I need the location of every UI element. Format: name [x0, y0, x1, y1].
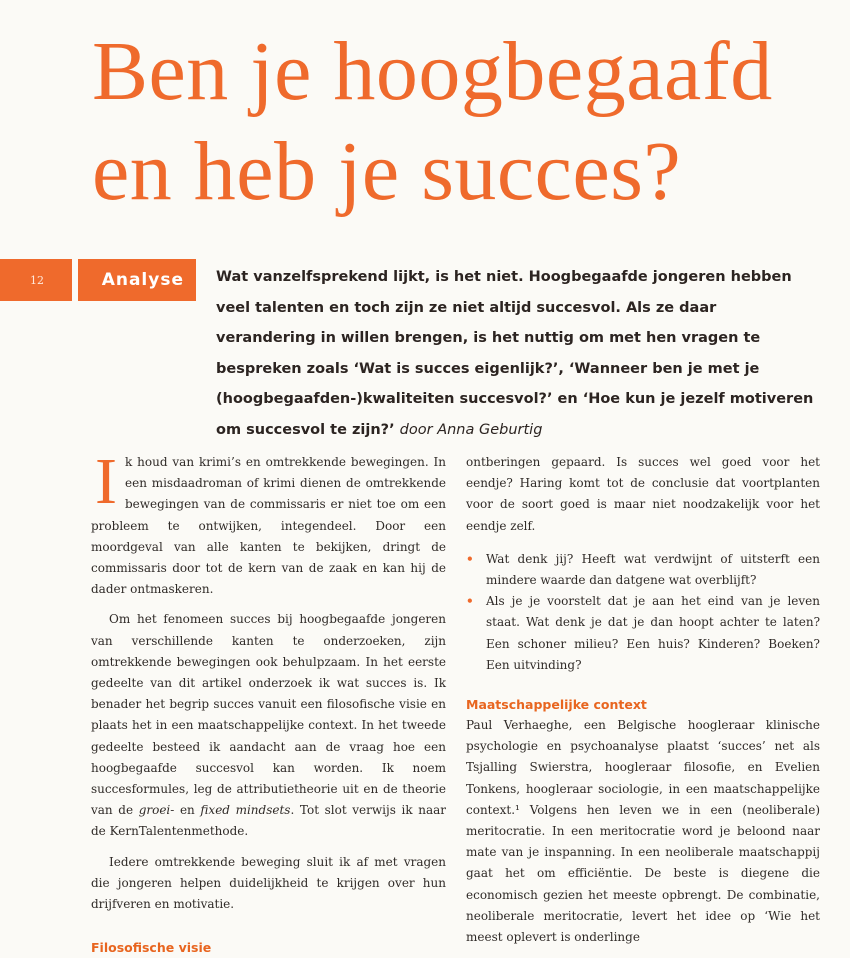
paragraph-2-text: Om het fenomeen succes bij hoogbegaafde jongeren van verschillende kanten te onderzoeken, zijn omtrekkende bewegingen ook behulpzaam. In het eerste gedeelte van dit artikel onderzoek ik wat succes is. Ik benader het begrip succes vanuit een filosofische visie en plaats het in een maatschappelijke context. In het tweede gedeelte besteed ik aandacht aan de vraag hoe een hoogbegaafde succesvol kan worden. Ik noem succesformules, leg de attributietheorie uit en de theorie van de [91, 612, 446, 818]
question-list [466, 549, 820, 676]
list-item [466, 591, 820, 676]
paragraph-right-1: ontberingen gepaard. Is succes wel goed voor het eendje? Haring komt tot de conclusie dat voortplanten voor de soort goed is maar niet noodzakelijk voor het eendje zelf. [466, 455, 820, 533]
bullet-icon: • [466, 594, 474, 609]
paragraph-right-2: Paul Verhaeghe, een Belgische hoogleraar klinische psychologie en psychoanalyse plaatst ‘succes’ net als Tsjalling Swierstra, hoogleraar filosofie, en Evelien Tonkens, hoogleraar sociologie, in een maatschappelijke context.¹ Volgens hen leven we in een (neoliberale) meritocratie. In een meritocratie word je beloond naar mate van je inspanning. In een neoliberale maatschappij gaat het om efficiëntie. De beste is diegene die economisch gezien het meeste opbrengt. De combinatie, neoliberale meritocratie, levert het idee op ‘Wie het meest oplevert is onderlinge [466, 718, 820, 945]
paragraph-2 [91, 609, 446, 842]
title-line-1: Ben je hoogbegaafd [92, 25, 773, 118]
intro-lead [216, 262, 816, 445]
page-number: 12 [0, 259, 72, 301]
intro-text: Wat vanzelfsprekend lijkt, is het niet. Hoogbegaafde jongeren hebben veel talenten en toch zijn ze niet altijd succesvol. Als ze daar verandering in willen brengen, is het nuttig om met hen vragen te bespreken zoals ‘Wat is succes eigenlijk?’, ‘Wanneer ben je met je (hoogbegaafden-)kwaliteiten succesvol?’ en ‘Hoe kun je jezelf motiveren om succesvol te zijn?’ [216, 269, 814, 438]
paragraph-1 [91, 445, 446, 600]
article-title [92, 22, 832, 222]
title-line-2: en heb je succes? [92, 125, 682, 218]
list-item [466, 549, 820, 591]
left-column [91, 445, 446, 958]
list-item-text: Als je je voorstelt dat je aan het eind van je leven staat. Wat denk je dat je dan hoopt achter te laten? Een schoner milieu? Een huis? Kinderen? Boeken? Een uitvinding? [486, 594, 820, 672]
list-item-text: Wat denk jij? Heeft wat verdwijnt of uitsterft een mindere waarde dan datgene wat overblijft? [486, 551, 820, 588]
paragraph-3: Iedere omtrekkende beweging sluit ik af met vragen die jongeren helpen duidelijkheid te krijgen over hun drijfveren en motivatie. [91, 854, 446, 912]
section-label: Analyse [78, 259, 196, 301]
right-column [466, 452, 820, 957]
paragraph-2-conj: en [179, 803, 195, 818]
bullet-icon: • [466, 551, 474, 566]
subheading-maatschappelijke-context: Maatschappelijke context [466, 697, 647, 713]
subheading-filosofische-visie: Filosofische visie [91, 940, 212, 956]
paragraph-1-text: k houd van krimi’s en omtrekkende bewegingen. In een misdaadroman of krimi dienen de omtrekkende bewegingen van de commissaris er niet toe om een probleem te ontwijken, integendeel. Door een moordgeval van alle kanten te bekijken, dringt de commissaris door tot de kern van de zaak en kan hij de dader ontmaskeren. [91, 455, 446, 597]
drop-cap: I [95, 445, 117, 518]
byline: door Anna Geburtig [399, 421, 543, 438]
term-fixed-mindsets: fixed mindsets [200, 803, 291, 818]
term-groei: groei- [138, 803, 175, 818]
paragraph-2-end: . Tot slot verwijs ik naar de KernTalentenmethode. [91, 803, 446, 839]
